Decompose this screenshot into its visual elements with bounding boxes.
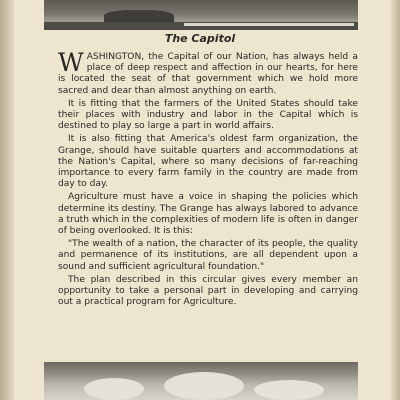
paragraph-3: It is also fitting that America's oldest farm organization, the Grange, should have suitable quarters and accommodations at the Nation's Capital, where so many decisions of far-reaching importance to every farm family in the country are made from day to day. [58, 134, 358, 190]
photo-cloud [164, 372, 244, 400]
page-edge-right [390, 0, 400, 400]
paragraph-4: Agriculture must have a voice in shaping the policies which determine its destiny. The Grange has always labored to advance a truth which in the complexities of modern life is often in danger of being overlooked. It is this: [58, 192, 358, 237]
paragraph-1 [58, 48, 358, 97]
photo-path [184, 23, 354, 26]
capitol-photo [44, 0, 358, 30]
photo-caption: The Capitol [164, 32, 236, 45]
paragraph-5-quote: "The wealth of a nation, the character of its people, the quality and permanence of its institutions, are all dependent upon a sound and sufficient agricultural foundation." [58, 239, 358, 272]
paragraph-2: It is fitting that the farmers of the United States should take their places with industry and labor in the Capital which is destined to play so large a part in world affairs. [58, 98, 358, 132]
drop-cap: W [58, 48, 84, 77]
article-body [58, 48, 358, 310]
photo-cloud [84, 378, 144, 400]
paragraph-1-text: ASHINGTON, the Capital of our Nation, has always held a place of deep respect and affection in our hearts, for here is located the seat of that government which we hold more sacred and dear than almost anything on earth. [58, 52, 358, 96]
sky-photo [44, 362, 358, 400]
paragraph-6: The plan described in this circular gives every member an opportunity to take a personal part in developing and carrying out a practical program for Agriculture. [58, 274, 358, 308]
photo-cloud [254, 380, 324, 400]
page-edge-left [0, 0, 14, 400]
